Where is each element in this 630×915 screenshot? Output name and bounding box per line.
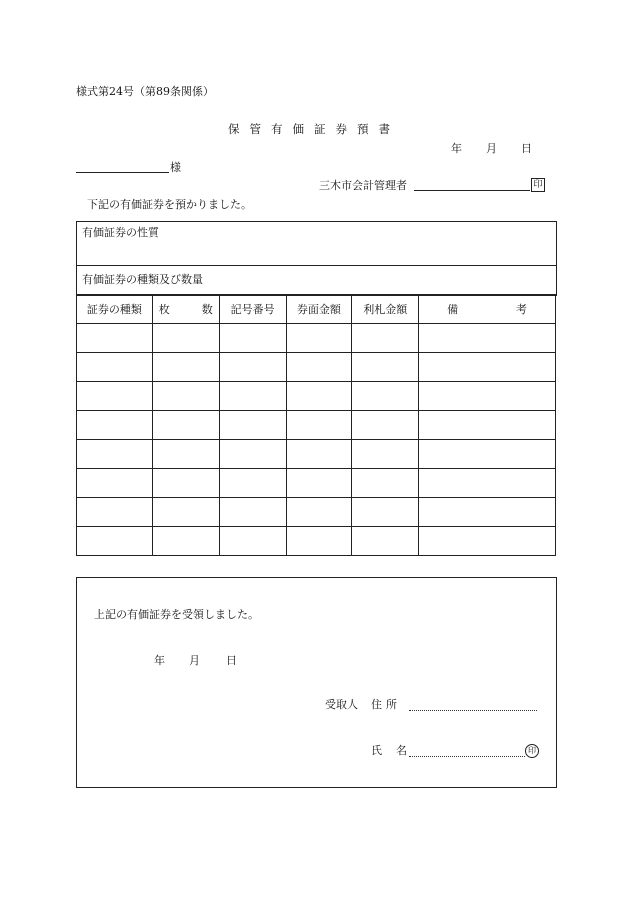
col-remarks-part-b: 考 [516,303,527,316]
form-number: 様式第24号（第89条関係） [76,85,214,98]
cell[interactable] [77,411,153,440]
table-row [77,382,556,411]
date-day: 日 [521,142,532,155]
col-coupon-amount: 利札金額 [352,295,419,324]
cell[interactable] [77,440,153,469]
frame-divider [76,265,556,266]
manager-name-blank [414,190,530,191]
cell[interactable] [352,324,419,353]
cell[interactable] [286,498,352,527]
cell[interactable] [286,469,352,498]
cell[interactable] [286,324,352,353]
col-count-part-b: 数 [201,303,213,316]
name-blank [409,756,525,757]
cell[interactable] [286,353,352,382]
table-row [77,498,556,527]
cell[interactable] [77,353,153,382]
cell[interactable] [219,411,286,440]
table-row [77,324,556,353]
receiver-label: 受取人 [325,698,358,711]
cell[interactable] [286,382,352,411]
cell[interactable] [77,469,153,498]
receipt-seal-mark: 印 [525,744,539,758]
cell[interactable] [219,324,286,353]
cell[interactable] [352,527,419,556]
cell[interactable] [152,440,219,469]
cell[interactable] [77,324,153,353]
table-row [77,411,556,440]
securities-table [76,294,556,556]
receipt-year: 年 [154,654,165,667]
cell[interactable] [352,353,419,382]
cell[interactable] [77,527,153,556]
col-security-type: 証券の種類 [77,295,153,324]
table-header-row [77,295,556,324]
cell[interactable] [152,527,219,556]
receipt-text: 上記の有価証券を受領しました。 [94,608,259,621]
cell[interactable] [152,324,219,353]
cell[interactable] [77,498,153,527]
cell[interactable] [352,469,419,498]
col-serial-number: 記号番号 [219,295,286,324]
address-blank [409,710,537,711]
intro-text: 下記の有価証券を預かりました。 [87,198,252,211]
cell[interactable] [352,382,419,411]
securities-nature-label: 有価証券の性質 [82,226,159,239]
manager-label: 三木市会計管理者 [319,179,407,192]
cell[interactable] [219,440,286,469]
receipt-month: 月 [189,654,200,667]
cell[interactable] [419,527,556,556]
cell[interactable] [419,498,556,527]
cell[interactable] [419,353,556,382]
cell[interactable] [419,324,556,353]
cell[interactable] [286,411,352,440]
cell[interactable] [152,353,219,382]
cell[interactable] [219,469,286,498]
date-year: 年 [451,142,462,155]
cell[interactable] [419,382,556,411]
col-face-value: 券面金額 [286,295,352,324]
cell[interactable] [219,498,286,527]
seal-mark: 印 [531,178,545,192]
document-title: 保管有価証券預書 [228,122,400,136]
name-label: 氏名 [371,744,421,757]
table-row [77,353,556,382]
type-quantity-label: 有価証券の種類及び数量 [82,273,203,286]
cell[interactable] [419,440,556,469]
col-count [152,295,219,324]
table-row [77,527,556,556]
addressee-blank [76,172,169,173]
cell[interactable] [219,382,286,411]
cell[interactable] [152,498,219,527]
cell[interactable] [219,527,286,556]
cell[interactable] [152,382,219,411]
date-month: 月 [486,142,497,155]
cell[interactable] [219,353,286,382]
receipt-day: 日 [226,654,237,667]
cell[interactable] [419,411,556,440]
cell[interactable] [419,469,556,498]
cell[interactable] [352,411,419,440]
cell[interactable] [152,411,219,440]
table-row [77,469,556,498]
table-row [77,440,556,469]
address-label: 住所 [371,698,401,711]
cell[interactable] [286,527,352,556]
cell[interactable] [352,440,419,469]
cell[interactable] [286,440,352,469]
cell[interactable] [352,498,419,527]
col-remarks [419,295,556,324]
cell[interactable] [152,469,219,498]
col-count-part-a: 枚 [158,303,170,316]
col-remarks-part-a: 備 [447,303,459,316]
cell[interactable] [77,382,153,411]
addressee-suffix: 様 [170,161,181,174]
